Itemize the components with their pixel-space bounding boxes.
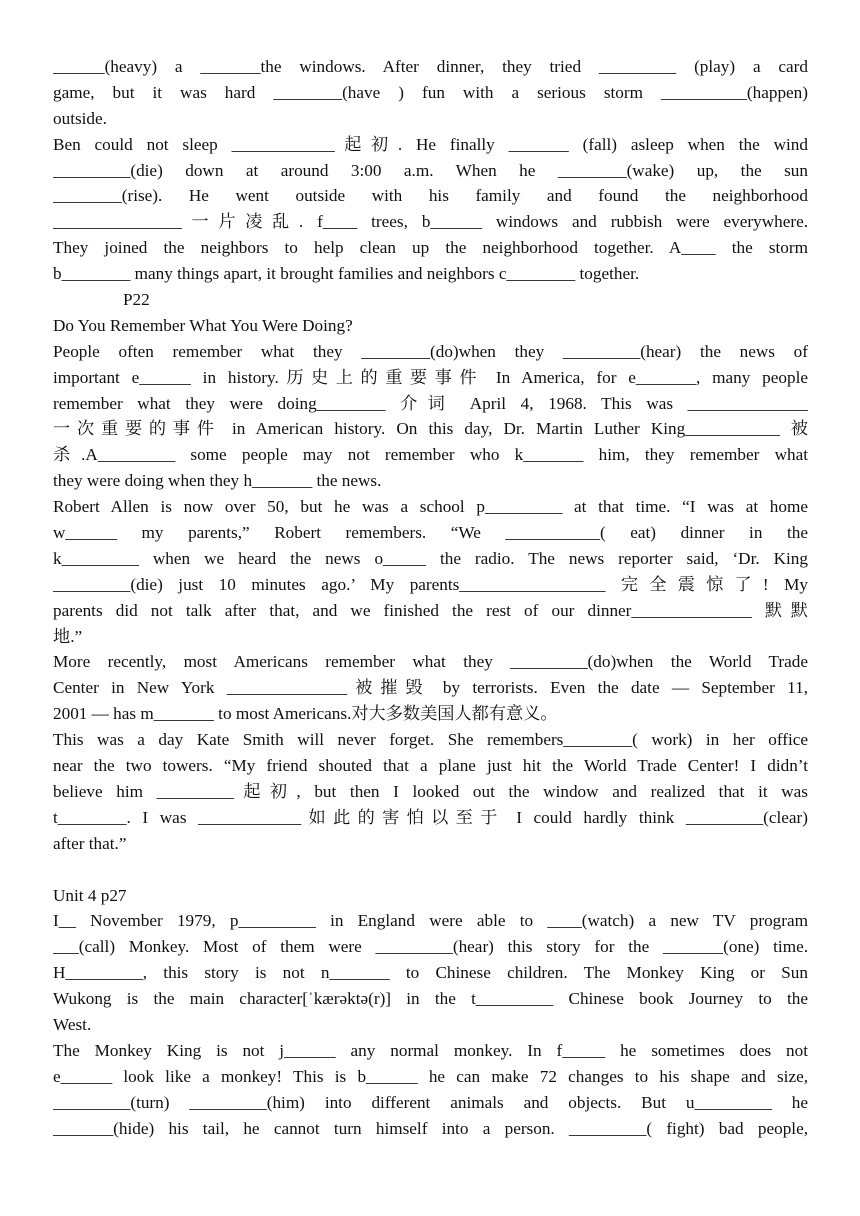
- text-line: _________(die) down at around 3:00 a.m. When he ________(wake) up, the sun: [53, 160, 808, 180]
- text-line: ___(call) Monkey. Most of them were _________(hear) this story for the _______(one) time.: [53, 937, 808, 957]
- text-line: _________(turn) _________(him) into different animals and objects. But u_________ he: [53, 1092, 808, 1112]
- text-line: 杀.A_________ some people may not remember who k_______ him, they remember what: [53, 445, 808, 465]
- text-line: t________. I was ____________如此的害怕以至于 I could hardly think _________(clear): [53, 807, 808, 827]
- text-line: w______ my parents,” Robert remembers. “We ___________( eat) dinner in the: [53, 523, 808, 543]
- text-line: They joined the neighbors to help clean up the neighborhood together. A____ the storm: [53, 238, 808, 258]
- text-line: West.: [53, 1014, 92, 1034]
- text-line: H_________, this story is not n_______ to Chinese children. The Monkey King or Sun: [53, 963, 808, 983]
- text-line: 一次重要的事件 in American history. On this day, Dr. Martin Luther King___________ 被: [53, 419, 808, 439]
- text-line: believe him _________起初, but then I looked out the window and realized that it was: [53, 781, 808, 801]
- text-line: Robert Allen is now over 50, but he was a school p_________ at that time. “I was at home: [53, 497, 808, 517]
- text-line: This was a day Kate Smith will never forget. She remembers________( work) in her office: [53, 730, 808, 750]
- text-line: b________ many things apart, it brought families and neighbors c________ together.: [53, 264, 640, 284]
- text-line: Unit 4 p27: [53, 885, 127, 905]
- text-line: ________(rise). He went outside with his family and found the neighborhood: [53, 186, 808, 206]
- text-line: k_________ when we heard the news o_____ the radio. The news reporter said, ‘Dr. King: [53, 548, 808, 568]
- text-line: Do You Remember What You Were Doing?: [53, 315, 353, 335]
- text-line: near the two towers. “My friend shouted that a plane just hit the World Trade Center! I didn’t: [53, 756, 808, 776]
- text-line: ______(heavy) a _______the windows. After dinner, they tried _________ (play) a card: [53, 57, 808, 76]
- text-line: remember what they were doing________ 介词 April 4, 1968. This was ______________: [53, 393, 808, 413]
- text-line: People often remember what they ________(do)when they _________(hear) the news of: [53, 341, 808, 361]
- text-line: Ben could not sleep ____________起初. He finally _______ (fall) asleep when the wind: [53, 134, 808, 154]
- text-line: More recently, most Americans remember what they _________(do)when the World Trade: [53, 652, 808, 672]
- text-line: [53, 857, 808, 883]
- text-line: game, but it was hard ________(have ) fun with a serious storm __________(happen): [53, 82, 808, 102]
- text-line: _________(die) just 10 minutes ago.’ My parents_________________ 完全震惊了! My: [53, 574, 808, 594]
- text-line: outside.: [53, 108, 107, 128]
- text-line: 2001 — has m_______ to most Americans.对大多数美国人都有意义。: [53, 704, 558, 724]
- text-line: _______(hide) his tail, he cannot turn himself into a person. _________( fight) bad people,: [53, 1118, 808, 1138]
- text-line: 地.”: [53, 626, 83, 646]
- text-line: I__ November 1979, p_________ in England were able to ____(watch) a new TV program: [53, 911, 808, 931]
- text-line: P22: [123, 290, 150, 310]
- text-line: important e______ in history.历史上的重要事件 In America, for e_______, many people: [53, 367, 808, 387]
- text-line: _______________一片凌乱. f____ trees, b______ windows and rubbish were everywhere.: [53, 212, 808, 232]
- text-line: parents did not talk after that, and we finished the rest of our dinner______________ 默默: [53, 600, 808, 620]
- text-line: Wukong is the main character[ˈkærəktə(r)] in the t_________ Chinese book Journey to the: [53, 989, 808, 1009]
- text-line: Center in New York ______________被摧毁 by terrorists. Even the date — September 11,: [53, 678, 808, 698]
- text-line: e______ look like a monkey! This is b______ he can make 72 changes to his shape and size,: [53, 1066, 808, 1086]
- text-line: The Monkey King is not j______ any normal monkey. In f_____ he sometimes does not: [53, 1040, 808, 1060]
- text-line: after that.”: [53, 833, 127, 853]
- text-line: they were doing when they h_______ the news.: [53, 471, 382, 491]
